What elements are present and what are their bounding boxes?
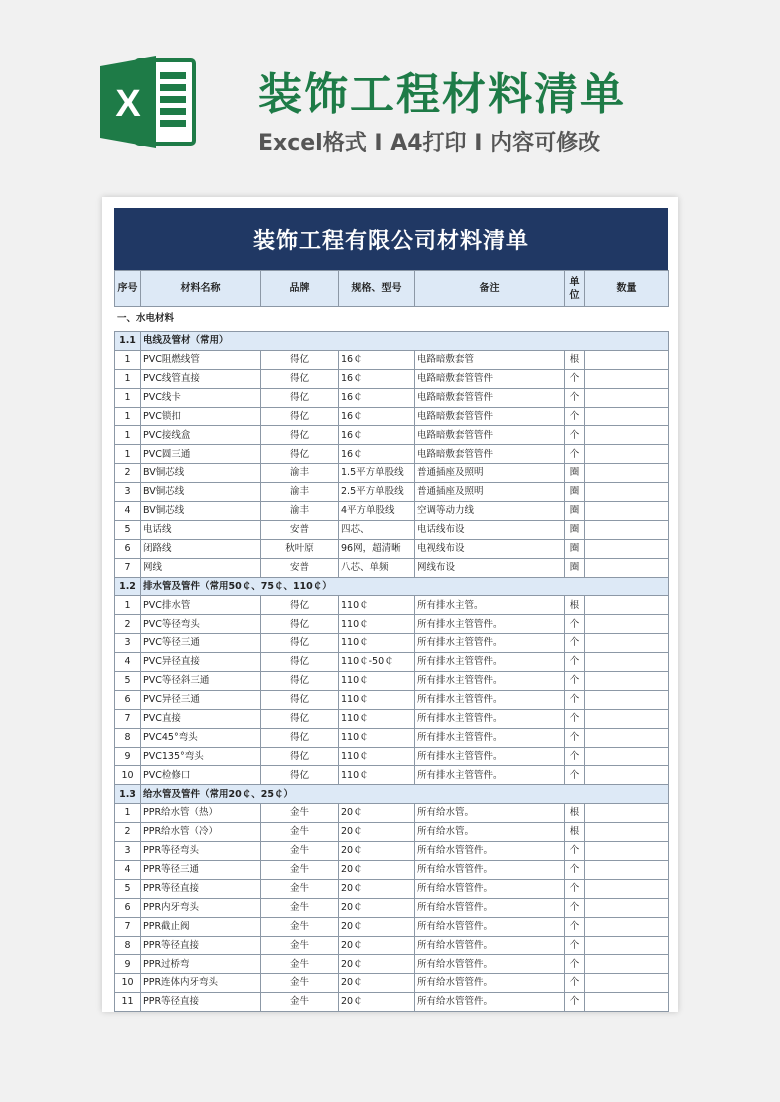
header-spec: 规格、型号 xyxy=(339,271,415,307)
cell-unit[interactable]: 圈 xyxy=(565,483,585,502)
cell-qty[interactable] xyxy=(585,388,669,407)
page-title: 装饰工程材料清单 xyxy=(258,69,626,120)
cell-spec[interactable]: 110￠ xyxy=(339,766,415,785)
cell-name[interactable]: PVC异径直接 xyxy=(141,653,261,672)
cell-no[interactable]: 7 xyxy=(115,709,141,728)
cell-note[interactable]: 电路暗敷套管管件 xyxy=(415,369,565,388)
table-row xyxy=(115,558,669,577)
cell-name[interactable]: PPR等径直接 xyxy=(141,879,261,898)
cell-brand[interactable]: 得亿 xyxy=(261,388,339,407)
table-row xyxy=(115,445,669,464)
cell-name[interactable]: PPR等径三通 xyxy=(141,860,261,879)
cell-qty[interactable] xyxy=(585,558,669,577)
cell-no[interactable]: 1 xyxy=(115,369,141,388)
cell-qty[interactable] xyxy=(585,615,669,634)
cell-note[interactable]: 所有给水管管件。 xyxy=(415,860,565,879)
cell-spec[interactable]: 110￠ xyxy=(339,728,415,747)
cell-spec[interactable]: 16￠ xyxy=(339,388,415,407)
table-row xyxy=(115,993,669,1012)
cell-unit[interactable]: 根 xyxy=(565,823,585,842)
table-row xyxy=(115,502,669,521)
cell-spec[interactable]: 20￠ xyxy=(339,955,415,974)
cell-qty[interactable] xyxy=(585,369,669,388)
cell-unit[interactable]: 个 xyxy=(565,445,585,464)
cell-unit[interactable]: 个 xyxy=(565,766,585,785)
cell-spec[interactable]: 96网，超清晰 xyxy=(339,539,415,558)
cell-brand[interactable]: 得亿 xyxy=(261,350,339,369)
cell-note[interactable]: 所有给水管管件。 xyxy=(415,993,565,1012)
cell-brand[interactable]: 金牛 xyxy=(261,842,339,861)
cell-spec[interactable]: 20￠ xyxy=(339,823,415,842)
group-code: 1.3 xyxy=(115,785,141,804)
cell-brand[interactable]: 安普 xyxy=(261,520,339,539)
cell-brand[interactable]: 金牛 xyxy=(261,955,339,974)
cell-unit[interactable]: 个 xyxy=(565,388,585,407)
cell-qty[interactable] xyxy=(585,445,669,464)
cell-qty[interactable] xyxy=(585,502,669,521)
table-row xyxy=(115,898,669,917)
logo-letter: X xyxy=(115,83,141,125)
cell-unit[interactable]: 个 xyxy=(565,955,585,974)
cell-name[interactable]: PPR给水管（冷） xyxy=(141,823,261,842)
cell-qty[interactable] xyxy=(585,747,669,766)
cell-name[interactable]: PVC异径三通 xyxy=(141,690,261,709)
cell-name[interactable]: PPR过桥弯 xyxy=(141,955,261,974)
cell-unit[interactable]: 根 xyxy=(565,596,585,615)
header-name: 材料名称 xyxy=(141,271,261,307)
cell-no[interactable]: 5 xyxy=(115,520,141,539)
cell-brand[interactable]: 得亿 xyxy=(261,407,339,426)
cell-no[interactable]: 5 xyxy=(115,879,141,898)
cell-qty[interactable] xyxy=(585,634,669,653)
header-brand: 品牌 xyxy=(261,271,339,307)
cell-name[interactable]: PPR连体内牙弯头 xyxy=(141,974,261,993)
cell-note[interactable]: 所有排水主管管件。 xyxy=(415,653,565,672)
cell-note[interactable]: 所有排水主管管件。 xyxy=(415,672,565,691)
cell-qty[interactable] xyxy=(585,993,669,1012)
table-row xyxy=(115,860,669,879)
cell-unit[interactable]: 个 xyxy=(565,860,585,879)
cell-note[interactable]: 所有给水管。 xyxy=(415,804,565,823)
cell-qty[interactable] xyxy=(585,709,669,728)
cell-name[interactable]: PVC接线盒 xyxy=(141,426,261,445)
table-header-row xyxy=(115,271,669,307)
cell-no[interactable]: 4 xyxy=(115,860,141,879)
cell-brand[interactable]: 金牛 xyxy=(261,974,339,993)
table-row xyxy=(115,520,669,539)
cell-no[interactable]: 3 xyxy=(115,842,141,861)
cell-spec[interactable]: 2.5平方单股线 xyxy=(339,483,415,502)
table-row xyxy=(115,842,669,861)
cell-qty[interactable] xyxy=(585,596,669,615)
cell-qty[interactable] xyxy=(585,407,669,426)
cell-name[interactable]: PPR截止阀 xyxy=(141,917,261,936)
table-row xyxy=(115,407,669,426)
cell-spec[interactable]: 110￠ xyxy=(339,672,415,691)
cell-unit[interactable]: 个 xyxy=(565,634,585,653)
cell-unit[interactable]: 个 xyxy=(565,898,585,917)
table-row xyxy=(115,709,669,728)
cell-name[interactable]: PVC圆三通 xyxy=(141,445,261,464)
cell-unit[interactable]: 个 xyxy=(565,653,585,672)
cell-name[interactable]: PPR内牙弯头 xyxy=(141,898,261,917)
cell-brand[interactable]: 金牛 xyxy=(261,936,339,955)
cell-no[interactable]: 1 xyxy=(115,804,141,823)
cell-spec[interactable]: 20￠ xyxy=(339,898,415,917)
cell-brand[interactable]: 得亿 xyxy=(261,747,339,766)
cell-note[interactable]: 所有给水管管件。 xyxy=(415,898,565,917)
cell-unit[interactable]: 个 xyxy=(565,917,585,936)
cell-qty[interactable] xyxy=(585,350,669,369)
cell-no[interactable]: 10 xyxy=(115,974,141,993)
cell-unit[interactable]: 个 xyxy=(565,709,585,728)
cell-unit[interactable]: 根 xyxy=(565,804,585,823)
cell-qty[interactable] xyxy=(585,520,669,539)
cell-qty[interactable] xyxy=(585,917,669,936)
cell-name[interactable]: 闭路线 xyxy=(141,539,261,558)
cell-unit[interactable]: 个 xyxy=(565,993,585,1012)
group-code: 1.2 xyxy=(115,577,141,596)
cell-no[interactable]: 1 xyxy=(115,445,141,464)
cell-qty[interactable] xyxy=(585,690,669,709)
cell-spec[interactable]: 20￠ xyxy=(339,974,415,993)
cell-name[interactable]: PPR给水管（热） xyxy=(141,804,261,823)
cell-no[interactable]: 7 xyxy=(115,558,141,577)
cell-qty[interactable] xyxy=(585,653,669,672)
cell-spec[interactable]: 110￠-50￠ xyxy=(339,653,415,672)
cell-note[interactable]: 所有排水主管管件。 xyxy=(415,615,565,634)
cell-brand[interactable]: 得亿 xyxy=(261,766,339,785)
cell-name[interactable]: 电话线 xyxy=(141,520,261,539)
cell-name[interactable]: PPR等径弯头 xyxy=(141,842,261,861)
cell-note[interactable]: 所有给水管。 xyxy=(415,823,565,842)
cell-no[interactable]: 3 xyxy=(115,634,141,653)
cell-note[interactable]: 电路暗敷套管 xyxy=(415,350,565,369)
cell-note[interactable]: 电路暗敷套管管件 xyxy=(415,388,565,407)
table-row xyxy=(115,539,669,558)
cell-qty[interactable] xyxy=(585,483,669,502)
cell-no[interactable]: 10 xyxy=(115,766,141,785)
cell-name[interactable]: PVC直接 xyxy=(141,709,261,728)
table-row xyxy=(115,653,669,672)
cell-brand[interactable]: 得亿 xyxy=(261,426,339,445)
cell-brand[interactable]: 得亿 xyxy=(261,445,339,464)
cell-spec[interactable]: 110￠ xyxy=(339,596,415,615)
table-row xyxy=(115,747,669,766)
section-row xyxy=(115,307,669,332)
cell-no[interactable]: 9 xyxy=(115,955,141,974)
cell-name[interactable]: PPR等径直接 xyxy=(141,936,261,955)
group-code: 1.1 xyxy=(115,332,141,351)
cell-name[interactable]: PVC阻燃线管 xyxy=(141,350,261,369)
cell-spec[interactable]: 八芯、单频 xyxy=(339,558,415,577)
cell-qty[interactable] xyxy=(585,426,669,445)
cell-note[interactable]: 所有排水主管管件。 xyxy=(415,766,565,785)
cell-qty[interactable] xyxy=(585,823,669,842)
table-row xyxy=(115,483,669,502)
table-row xyxy=(115,690,669,709)
cell-spec[interactable]: 16￠ xyxy=(339,426,415,445)
cell-no[interactable]: 1 xyxy=(115,407,141,426)
cell-note[interactable]: 所有排水主管管件。 xyxy=(415,728,565,747)
cell-note[interactable]: 所有排水主管管件。 xyxy=(415,747,565,766)
cell-name[interactable]: PVC45°弯头 xyxy=(141,728,261,747)
cell-brand[interactable]: 金牛 xyxy=(261,917,339,936)
table-row xyxy=(115,388,669,407)
table-row xyxy=(115,369,669,388)
cell-no[interactable]: 1 xyxy=(115,596,141,615)
cell-unit[interactable]: 个 xyxy=(565,747,585,766)
cell-brand[interactable]: 得亿 xyxy=(261,615,339,634)
cell-brand[interactable]: 得亿 xyxy=(261,709,339,728)
header-no: 序号 xyxy=(115,271,141,307)
cell-note[interactable]: 所有给水管管件。 xyxy=(415,974,565,993)
cell-note[interactable]: 电路暗敷套管管件 xyxy=(415,407,565,426)
table-row xyxy=(115,955,669,974)
table-row xyxy=(115,350,669,369)
cell-unit[interactable]: 个 xyxy=(565,615,585,634)
group-title: 电线及管材（常用） xyxy=(141,332,669,351)
cell-no[interactable]: 5 xyxy=(115,672,141,691)
sheet-title: 装饰工程有限公司材料清单 xyxy=(114,208,668,270)
cell-name[interactable]: PVC等径弯头 xyxy=(141,615,261,634)
cell-unit[interactable]: 圈 xyxy=(565,502,585,521)
group-title: 排水管及管件（常用50￠、75￠、110￠） xyxy=(141,577,669,596)
cell-note[interactable]: 电视线布设 xyxy=(415,539,565,558)
cell-no[interactable]: 1 xyxy=(115,350,141,369)
cell-brand[interactable]: 得亿 xyxy=(261,369,339,388)
cell-spec[interactable]: 110￠ xyxy=(339,690,415,709)
cell-unit[interactable]: 个 xyxy=(565,842,585,861)
table-row xyxy=(115,426,669,445)
cell-no[interactable]: 4 xyxy=(115,502,141,521)
table-row xyxy=(115,917,669,936)
cell-name[interactable]: PVC锁扣 xyxy=(141,407,261,426)
cell-note[interactable]: 电路暗敷套管管件 xyxy=(415,445,565,464)
cell-spec[interactable]: 20￠ xyxy=(339,993,415,1012)
cell-note[interactable]: 所有排水主管管件。 xyxy=(415,690,565,709)
group-header-row xyxy=(115,785,669,804)
cell-note[interactable]: 电话线布设 xyxy=(415,520,565,539)
cell-name[interactable]: PVC等径斜三通 xyxy=(141,672,261,691)
cell-brand[interactable]: 得亿 xyxy=(261,672,339,691)
cell-unit[interactable]: 根 xyxy=(565,350,585,369)
section-title: 一、水电材料 xyxy=(115,307,669,332)
cell-unit[interactable]: 圈 xyxy=(565,539,585,558)
table-row xyxy=(115,464,669,483)
cell-brand[interactable]: 得亿 xyxy=(261,653,339,672)
cell-name[interactable]: PVC检修口 xyxy=(141,766,261,785)
cell-qty[interactable] xyxy=(585,860,669,879)
cell-brand[interactable]: 金牛 xyxy=(261,993,339,1012)
cell-brand[interactable]: 渝丰 xyxy=(261,502,339,521)
spreadsheet-page xyxy=(102,197,678,1012)
table-row xyxy=(115,804,669,823)
cell-qty[interactable] xyxy=(585,974,669,993)
cell-no[interactable]: 9 xyxy=(115,747,141,766)
table-row xyxy=(115,672,669,691)
cell-no[interactable]: 2 xyxy=(115,615,141,634)
cell-no[interactable]: 6 xyxy=(115,690,141,709)
cell-qty[interactable] xyxy=(585,464,669,483)
cell-brand[interactable]: 得亿 xyxy=(261,596,339,615)
cell-name[interactable]: BV铜芯线 xyxy=(141,502,261,521)
table-row xyxy=(115,936,669,955)
cell-qty[interactable] xyxy=(585,955,669,974)
cell-qty[interactable] xyxy=(585,804,669,823)
cell-note[interactable]: 所有给水管管件。 xyxy=(415,917,565,936)
header-qty: 数量 xyxy=(585,271,669,307)
cell-spec[interactable]: 20￠ xyxy=(339,936,415,955)
header-note: 备注 xyxy=(415,271,565,307)
cell-unit[interactable]: 个 xyxy=(565,879,585,898)
table-row xyxy=(115,879,669,898)
cell-no[interactable]: 3 xyxy=(115,483,141,502)
cell-brand[interactable]: 金牛 xyxy=(261,898,339,917)
group-header-row xyxy=(115,332,669,351)
cell-unit[interactable]: 圈 xyxy=(565,464,585,483)
table-row xyxy=(115,766,669,785)
cell-no[interactable]: 6 xyxy=(115,539,141,558)
cell-no[interactable]: 1 xyxy=(115,426,141,445)
cell-name[interactable]: PVC线管直接 xyxy=(141,369,261,388)
table-row xyxy=(115,974,669,993)
cell-no[interactable]: 2 xyxy=(115,823,141,842)
cell-spec[interactable]: 20￠ xyxy=(339,804,415,823)
cell-spec[interactable]: 110￠ xyxy=(339,709,415,728)
cell-unit[interactable]: 个 xyxy=(565,426,585,445)
cell-name[interactable]: PVC线卡 xyxy=(141,388,261,407)
table-row xyxy=(115,634,669,653)
cell-brand[interactable]: 秋叶原 xyxy=(261,539,339,558)
cell-qty[interactable] xyxy=(585,539,669,558)
cell-qty[interactable] xyxy=(585,842,669,861)
cell-name[interactable]: PVC等径三通 xyxy=(141,634,261,653)
cell-note[interactable]: 所有给水管管件。 xyxy=(415,936,565,955)
cell-brand[interactable]: 得亿 xyxy=(261,634,339,653)
cell-note[interactable]: 所有给水管管件。 xyxy=(415,842,565,861)
cell-no[interactable]: 1 xyxy=(115,388,141,407)
cell-unit[interactable]: 个 xyxy=(565,974,585,993)
cell-spec[interactable]: 4平方单股线 xyxy=(339,502,415,521)
cell-qty[interactable] xyxy=(585,766,669,785)
table-row xyxy=(115,728,669,747)
cell-spec[interactable]: 四芯、 xyxy=(339,520,415,539)
cell-unit[interactable]: 个 xyxy=(565,369,585,388)
cell-unit[interactable]: 个 xyxy=(565,690,585,709)
table-body xyxy=(115,307,669,1012)
cell-brand[interactable]: 渝丰 xyxy=(261,464,339,483)
cell-note[interactable]: 所有给水管管件。 xyxy=(415,879,565,898)
table-row xyxy=(115,823,669,842)
cell-spec[interactable]: 110￠ xyxy=(339,615,415,634)
table-row xyxy=(115,615,669,634)
cell-no[interactable]: 11 xyxy=(115,993,141,1012)
cell-note[interactable]: 所有排水主管管件。 xyxy=(415,634,565,653)
cell-spec[interactable]: 16￠ xyxy=(339,407,415,426)
header-unit: 单位 xyxy=(565,271,585,307)
excel-icon xyxy=(98,52,198,152)
cell-brand[interactable]: 金牛 xyxy=(261,804,339,823)
banner xyxy=(0,0,780,190)
cell-note[interactable]: 空调等动力线 xyxy=(415,502,565,521)
cell-note[interactable]: 电路暗敷套管管件 xyxy=(415,426,565,445)
page-subtitle: Excel格式 I A4打印 I 内容可修改 xyxy=(258,131,601,156)
cell-spec[interactable]: 20￠ xyxy=(339,860,415,879)
cell-spec[interactable]: 20￠ xyxy=(339,842,415,861)
cell-qty[interactable] xyxy=(585,936,669,955)
cell-brand[interactable]: 金牛 xyxy=(261,823,339,842)
cell-name[interactable]: PVC排水管 xyxy=(141,596,261,615)
cell-brand[interactable]: 金牛 xyxy=(261,879,339,898)
cell-qty[interactable] xyxy=(585,728,669,747)
cell-note[interactable]: 所有给水管管件。 xyxy=(415,955,565,974)
cell-spec[interactable]: 1.5平方单股线 xyxy=(339,464,415,483)
cell-qty[interactable] xyxy=(585,672,669,691)
cell-spec[interactable]: 16￠ xyxy=(339,350,415,369)
cell-note[interactable]: 所有排水主管管件。 xyxy=(415,709,565,728)
cell-spec[interactable]: 16￠ xyxy=(339,369,415,388)
cell-unit[interactable]: 个 xyxy=(565,728,585,747)
cell-brand[interactable]: 得亿 xyxy=(261,728,339,747)
cell-brand[interactable]: 金牛 xyxy=(261,860,339,879)
cell-note[interactable]: 所有排水主管。 xyxy=(415,596,565,615)
cell-unit[interactable]: 圈 xyxy=(565,520,585,539)
table-row xyxy=(115,596,669,615)
cell-unit[interactable]: 个 xyxy=(565,936,585,955)
cell-name[interactable]: BV铜芯线 xyxy=(141,483,261,502)
cell-no[interactable]: 2 xyxy=(115,464,141,483)
cell-unit[interactable]: 个 xyxy=(565,672,585,691)
cell-brand[interactable]: 渝丰 xyxy=(261,483,339,502)
cell-no[interactable]: 4 xyxy=(115,653,141,672)
cell-spec[interactable]: 16￠ xyxy=(339,445,415,464)
materials-table xyxy=(114,270,669,1012)
cell-qty[interactable] xyxy=(585,879,669,898)
cell-spec[interactable]: 110￠ xyxy=(339,747,415,766)
cell-spec[interactable]: 20￠ xyxy=(339,879,415,898)
cell-unit[interactable]: 个 xyxy=(565,407,585,426)
cell-spec[interactable]: 110￠ xyxy=(339,634,415,653)
cell-spec[interactable]: 20￠ xyxy=(339,917,415,936)
cell-brand[interactable]: 得亿 xyxy=(261,690,339,709)
cell-no[interactable]: 7 xyxy=(115,917,141,936)
cell-name[interactable]: BV铜芯线 xyxy=(141,464,261,483)
cell-note[interactable]: 网线布设 xyxy=(415,558,565,577)
group-header-row xyxy=(115,577,669,596)
cell-note[interactable]: 普通插座及照明 xyxy=(415,464,565,483)
cell-name[interactable]: 网线 xyxy=(141,558,261,577)
cell-no[interactable]: 6 xyxy=(115,898,141,917)
cell-no[interactable]: 8 xyxy=(115,728,141,747)
cell-name[interactable]: PPR等径直接 xyxy=(141,993,261,1012)
cell-no[interactable]: 8 xyxy=(115,936,141,955)
cell-unit[interactable]: 圈 xyxy=(565,558,585,577)
cell-name[interactable]: PVC135°弯头 xyxy=(141,747,261,766)
cell-brand[interactable]: 安普 xyxy=(261,558,339,577)
cell-note[interactable]: 普通插座及照明 xyxy=(415,483,565,502)
group-title: 给水管及管件（常用20￠、25￠） xyxy=(141,785,669,804)
cell-qty[interactable] xyxy=(585,898,669,917)
